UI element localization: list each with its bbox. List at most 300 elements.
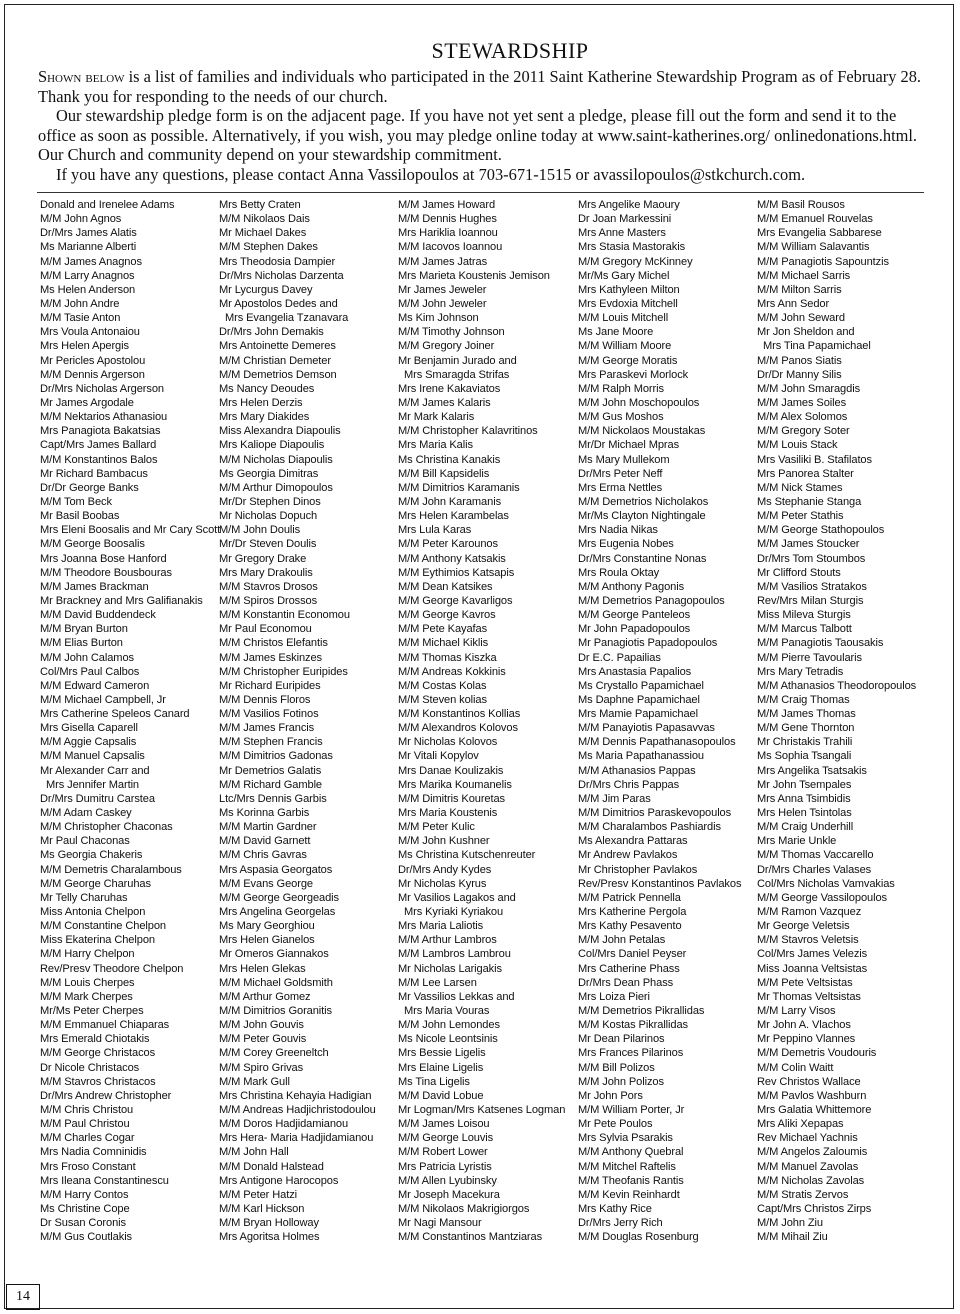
- donor-name: M/M John Gouvis: [219, 1019, 304, 1032]
- donor-name: M/M Emanuel Rouvelas: [757, 213, 873, 226]
- donor-name: Mrs Helen Derzis: [219, 396, 303, 409]
- donor-name: M/M Manuel Capsalis: [40, 750, 145, 763]
- donor-name: Col/Mrs Daniel Peyser: [578, 948, 687, 961]
- donor-name: Dr/Mrs Dean Phass: [578, 976, 674, 989]
- donor-name: M/M John Moschopoulos: [578, 396, 700, 409]
- donor-name: Ms Sophia Tsangali: [757, 750, 852, 763]
- donor-name: Mr Brackney and Mrs Galifianakis: [40, 594, 203, 607]
- donor-name: M/M John Calamos: [40, 651, 134, 664]
- donor-name: Ms Marianne Alberti: [40, 241, 137, 254]
- donor-name: Mrs Irene Kakaviatos: [398, 382, 501, 395]
- donor-name: Mr Lycurgus Davey: [219, 283, 313, 296]
- donor-name: Ms Christine Cope: [40, 1202, 130, 1215]
- donor-name: M/M Craig Underhill: [757, 821, 854, 834]
- donor-name: Mrs Nadia Nikas: [578, 524, 658, 537]
- donor-name: Mr Joseph Macekura: [398, 1188, 500, 1201]
- donor-name: M/M David Buddendeck: [40, 609, 156, 622]
- donor-name: M/M Peter Stathis: [757, 510, 844, 523]
- donor-name: Mrs Helen Apergis: [40, 340, 129, 353]
- donor-name: M/M Ramon Vazquez: [757, 906, 862, 919]
- donor-name: M/M George Louvis: [398, 1132, 494, 1145]
- donor-name: Mrs Aspasia Georgatos: [219, 863, 333, 876]
- donor-name: Mrs Danae Koulizakis: [398, 764, 504, 777]
- donor-name: Mrs Maria Vouras: [398, 1005, 490, 1018]
- donor-name: M/M Gregory McKinney: [578, 255, 693, 268]
- intro-text: [38, 67, 922, 185]
- donor-name: Mrs Antoinette Demeres: [219, 340, 336, 353]
- donor-name: M/M Pete Veltsistas: [757, 976, 853, 989]
- donor-name: Rev Michael Yachnis: [757, 1132, 858, 1145]
- donor-name: Mr Paul Chaconas: [40, 835, 130, 848]
- donor-name: Mr Nicholas Kyrus: [398, 877, 487, 890]
- donor-name: Ms Christina Kutschenreuter: [398, 849, 536, 862]
- donor-name: Mrs Patricia Lyristis: [398, 1160, 492, 1173]
- donor-name: Ms Georgia Dimitras: [219, 467, 319, 480]
- donor-name: M/M William Moore: [578, 340, 672, 353]
- donor-name: M/M George Panteleos: [578, 609, 691, 622]
- donor-name: Dr/Mrs Andrew Christopher: [40, 1089, 172, 1102]
- donor-name: Mrs Lula Karas: [398, 524, 472, 537]
- donor-name: Mrs Sylvia Psarakis: [578, 1132, 673, 1145]
- donor-name: M/M Lee Larsen: [398, 976, 477, 989]
- donor-name: Mrs Tina Papamichael: [757, 340, 871, 353]
- donor-name: Ms Korinna Garbis: [219, 807, 310, 820]
- donor-name: M/M Demetrios Panagopoulos: [578, 594, 725, 607]
- donor-name: M/M Evans George: [219, 877, 313, 890]
- donor-name: Mrs Antigone Harocopos: [219, 1174, 339, 1187]
- donor-name: M/M Milton Sarris: [757, 283, 842, 296]
- donor-name: Mrs Eleni Boosalis and Mr Cary Scott: [40, 524, 221, 537]
- donor-name: M/M John Lemondes: [398, 1019, 500, 1032]
- donor-name: M/M Louis Stack: [757, 439, 838, 452]
- donor-name: M/M Pete Kayafas: [398, 623, 488, 636]
- donor-name: Mrs Smaragda Strifas: [398, 368, 510, 381]
- donor-name: M/M James Anagnos: [40, 255, 142, 268]
- donor-name: Mr Gregory Drake: [219, 552, 307, 565]
- donor-name: M/M Peter Hatzi: [219, 1188, 298, 1201]
- donor-name: Mr Pete Poulos: [578, 1118, 653, 1131]
- donor-name: M/M Harry Contos: [40, 1188, 129, 1201]
- donor-name: M/M Stratis Zervos: [757, 1188, 849, 1201]
- donor-name: M/M George Kavros: [398, 609, 496, 622]
- donor-name: M/M Gregory Joiner: [398, 340, 495, 353]
- donor-name: M/M John Karamanis: [398, 495, 502, 508]
- donor-name: M/M James Jatras: [398, 255, 488, 268]
- donor-name: Mr Vassilios Lekkas and: [398, 990, 515, 1003]
- donor-name: Mr Andrew Pavlakos: [578, 849, 678, 862]
- donor-name: M/M David Garnett: [219, 835, 311, 848]
- donor-column-5: [757, 198, 916, 1244]
- donor-name: M/M George Vassilopoulos: [757, 891, 887, 904]
- donor-name: Miss Mileva Sturgis: [757, 609, 851, 622]
- donor-name: M/M Elias Burton: [40, 637, 123, 650]
- donor-name: Mr George Veletsis: [757, 920, 850, 933]
- donor-name: M/M William Salavantis: [757, 241, 870, 254]
- donor-name: Mrs Catherine Speleos Canard: [40, 708, 190, 721]
- donor-name: M/M Mitchel Raftelis: [578, 1160, 676, 1173]
- donor-name: M/M Christopher Chaconas: [40, 821, 173, 834]
- donor-name: Mrs Ann Sedor: [757, 297, 830, 310]
- donor-name: Mr Vasilios Lagakos and: [398, 891, 516, 904]
- donor-name: Ms Helen Anderson: [40, 283, 136, 296]
- donor-name: M/M Dimitrios Goranitis: [219, 1005, 332, 1018]
- donor-name: Mrs Erma Nettles: [578, 481, 663, 494]
- donor-name: Mr James Argodale: [40, 396, 134, 409]
- donor-name: Dr/Mrs John Demakis: [219, 326, 324, 339]
- donor-name: Mr Logman/Mrs Katsenes Logman: [398, 1104, 566, 1116]
- donor-name: M/M Dennis Argerson: [40, 368, 145, 381]
- donor-name: Mr Telly Charuhas: [40, 891, 128, 904]
- donor-name: M/M Alexandros Kolovos: [398, 722, 518, 735]
- donor-name: Mrs Mamie Papamichael: [578, 708, 698, 721]
- donor-name: M/M Vasilios Stratakos: [757, 580, 867, 593]
- donor-name: M/M Thomas Kiszka: [398, 651, 497, 664]
- donor-name: M/M James Howard: [398, 199, 496, 211]
- donor-name: Ltc/Mrs Dennis Garbis: [219, 792, 327, 805]
- donor-name: Mr Nicholas Dopuch: [219, 510, 318, 523]
- donor-name: M/M Nicholas Diapoulis: [219, 453, 333, 466]
- donor-name: M/M Marcus Talbott: [757, 623, 852, 636]
- donor-name: Mrs Voula Antonaiou: [40, 326, 140, 339]
- donor-name: M/M Colin Waitt: [757, 1061, 834, 1074]
- donor-name: M/M John Seward: [757, 312, 845, 325]
- donor-name: Mr Vitali Kopylov: [398, 750, 479, 763]
- donor-name: M/M Gregory Soter: [757, 425, 850, 438]
- donor-name: Mr Apostolos Dedes and: [219, 297, 338, 310]
- donor-name: Mrs Mary Drakoulis: [219, 566, 313, 579]
- donor-name: Rev/Presv Konstantinos Pavlakos: [578, 877, 742, 890]
- donor-name: Dr/Mrs Constantine Nonas: [578, 552, 707, 565]
- donor-name: Mr Michael Dakes: [219, 227, 307, 240]
- donor-name: Mrs Nadia Comninidis: [40, 1146, 147, 1159]
- donor-name: Mr John Papadopoulos: [578, 623, 691, 636]
- donor-name: Mrs Hera- Maria Hadjidamianou: [219, 1132, 374, 1145]
- donor-name: M/M Stephen Francis: [219, 736, 323, 749]
- donor-name: Mr Peppino Vlannes: [757, 1033, 856, 1046]
- donor-name: Mrs Katherine Pergola: [578, 906, 687, 919]
- donor-name: M/M Michael Goldsmith: [219, 976, 333, 989]
- page-title: STEWARDSHIP: [431, 38, 589, 63]
- donor-name: M/M Nick Stames: [757, 481, 843, 494]
- donor-name: M/M Donald Halstead: [219, 1160, 324, 1173]
- donor-column-1: [40, 198, 220, 1244]
- donor-name: M/M Bryan Holloway: [219, 1217, 319, 1230]
- header-divider: [37, 192, 924, 193]
- donor-name: Mrs Kathy Pesavento: [578, 920, 682, 933]
- donor-name: M/M Allen Lyubinsky: [398, 1174, 497, 1187]
- donor-name: M/M Adam Caskey: [40, 807, 132, 820]
- donor-name: M/M John Jeweler: [398, 297, 487, 310]
- donor-name: M/M Stephen Dakes: [219, 241, 318, 254]
- donor-name: Miss Antonia Chelpon: [40, 906, 146, 919]
- donor-name: Mrs Ileana Constantinescu: [40, 1174, 169, 1187]
- donor-name: M/M Aggie Capsalis: [40, 736, 137, 749]
- donor-name: Mr Paul Economou: [219, 623, 312, 636]
- donor-name: Mr Benjamin Jurado and: [398, 354, 517, 367]
- donor-name: Dr/Mrs Chris Pappas: [578, 778, 680, 791]
- donor-column-4: [578, 198, 741, 1244]
- donor-name: Mr Christopher Pavlakos: [578, 863, 698, 876]
- intro-lead: Shown below: [38, 67, 125, 86]
- donor-name: Capt/Mrs Christos Zirps: [757, 1202, 872, 1215]
- intro-paragraph-1-text: is a list of families and individuals who participated in the 2011 Saint Katherine Stewardship Program as of February 28. Thank you for responding to the needs of our church.: [38, 67, 921, 106]
- donor-name: M/M Thomas Vaccarello: [757, 849, 874, 862]
- donor-name: M/M Ralph Morris: [578, 382, 664, 395]
- donor-name: M/M Doros Hadjidamianou: [219, 1118, 349, 1131]
- donor-name: Mrs Eugenia Nobes: [578, 538, 674, 551]
- donor-name: Capt/Mrs James Ballard: [40, 439, 157, 452]
- donor-name: Mr Nicholas Kolovos: [398, 736, 498, 749]
- donor-name: M/M Iacovos Ioannou: [398, 241, 503, 254]
- donor-name: M/M Eythimios Katsapis: [398, 566, 515, 579]
- donor-name: M/M Nickolaos Moustakas: [578, 425, 706, 438]
- donor-name: M/M Demetrios Demson: [219, 368, 337, 381]
- donor-name: M/M John Smaragdis: [757, 382, 861, 395]
- donor-name: Mr Clifford Stouts: [757, 566, 841, 579]
- donor-name: M/M Anthony Katsakis: [398, 552, 506, 565]
- donor-name: M/M William Porter, Jr: [578, 1104, 685, 1116]
- donor-name: Dr Susan Coronis: [40, 1217, 126, 1230]
- donor-name: Mrs Galatia Whittemore: [757, 1104, 872, 1116]
- donor-name: Mrs Marika Koumanelis: [398, 778, 512, 791]
- donor-name: M/M Richard Gamble: [219, 778, 323, 791]
- donor-name: M/M George Charuhas: [40, 877, 151, 890]
- donor-name: Mrs Roula Oktay: [578, 566, 660, 579]
- donor-name: Mrs Helen Glekas: [219, 962, 306, 975]
- donor-name: Ms Daphne Papamichael: [578, 693, 700, 706]
- donor-name: M/M Peter Karounos: [398, 538, 498, 551]
- donor-name: Ms Tina Ligelis: [398, 1075, 470, 1088]
- donor-name: M/M Kevin Reinhardt: [578, 1188, 680, 1201]
- donor-name: M/M Edward Cameron: [40, 679, 150, 692]
- donor-name: M/M Bryan Burton: [40, 623, 128, 636]
- donor-name: M/M John Kushner: [398, 835, 490, 848]
- donor-name: Miss Ekaterina Chelpon: [40, 934, 155, 947]
- donor-name: M/M Peter Gouvis: [219, 1033, 307, 1046]
- donor-name: Col/Mrs Nicholas Vamvakias: [757, 877, 895, 890]
- donor-name: Ms Georgia Chakeris: [40, 849, 143, 862]
- donor-name: M/M Spiro Grivas: [219, 1061, 304, 1074]
- donor-name: M/M Christian Demeter: [219, 354, 331, 367]
- donor-name: Mrs Kathy Rice: [578, 1202, 652, 1215]
- donor-name: Dr/Mrs Charles Valases: [757, 863, 872, 876]
- donor-name: M/M Peter Kulic: [398, 821, 475, 834]
- donor-name: M/M Alex Solomos: [757, 411, 848, 424]
- donor-name: M/M Panagiotis Taousakis: [757, 637, 884, 650]
- donor-name: M/M Tom Beck: [40, 495, 112, 508]
- donor-name: M/M Mihail Ziu: [757, 1231, 828, 1244]
- page-number: 14: [6, 1284, 40, 1310]
- donor-name: M/M Konstantinos Kollias: [398, 708, 521, 721]
- donor-name: M/M Dennis Hughes: [398, 213, 497, 226]
- donor-name: Mrs Theodosia Dampier: [219, 255, 336, 268]
- donor-name: M/M Harry Chelpon: [40, 948, 135, 961]
- donor-name: Mrs Catherine Phass: [578, 962, 680, 975]
- donor-name: M/M Jim Paras: [578, 792, 651, 805]
- donor-name: Mr Christakis Trahili: [757, 736, 853, 749]
- donor-name: Mrs Elaine Ligelis: [398, 1061, 484, 1074]
- donor-name: Mrs Marie Unkle: [757, 835, 837, 848]
- donor-name: Dr/Mrs Nicholas Argerson: [40, 382, 164, 395]
- donor-name: M/M Kostas Pikrallidas: [578, 1019, 688, 1032]
- donor-name: M/M Panagiotis Sapountzis: [757, 255, 889, 268]
- donor-name: M/M Angelos Zaloumis: [757, 1146, 868, 1159]
- donor-name: M/M Michael Campbell, Jr: [40, 693, 166, 706]
- donor-name: Mrs Maria Koustenis: [398, 807, 498, 820]
- donor-name: Mrs Bessie Ligelis: [398, 1047, 486, 1060]
- donor-name: M/M Andreas Hadjichristodoulou: [219, 1104, 376, 1116]
- donor-name: M/M Karl Hickson: [219, 1202, 305, 1215]
- donor-name: Mr/Ms Peter Cherpes: [40, 1005, 144, 1018]
- donor-name: M/M Paul Christou: [40, 1118, 130, 1131]
- donor-name: Mrs Anna Tsimbidis: [757, 792, 851, 805]
- donor-name: Mrs Joanna Bose Hanford: [40, 552, 167, 565]
- donor-name: Mr Jon Sheldon and: [757, 326, 855, 339]
- donor-name: M/M George Stathopoulos: [757, 524, 885, 537]
- donor-name: Mrs Anne Masters: [578, 227, 666, 240]
- donor-name: M/M Mark Cherpes: [40, 990, 133, 1003]
- donor-name: M/M Louis Mitchell: [578, 312, 669, 325]
- donor-name: M/M Demetris Charalambous: [40, 863, 182, 876]
- donor-name: M/M Gus Coutlakis: [40, 1231, 133, 1244]
- donor-name: M/M Nikolaos Makrigiorgos: [398, 1202, 530, 1215]
- donor-name: M/M Vasilios Fotinos: [219, 708, 319, 721]
- donor-name: Mrs Jennifer Martin: [40, 778, 140, 791]
- donor-name: M/M James Soiles: [757, 396, 847, 409]
- donor-name: M/M Basil Rousos: [757, 199, 845, 211]
- donor-name: M/M Charalambos Pashiardis: [578, 821, 721, 834]
- donor-name: Ms Kim Johnson: [398, 312, 479, 325]
- donor-name: M/M James Kalaris: [398, 396, 491, 409]
- donor-name: M/M Pierre Tavoularis: [757, 651, 862, 664]
- donor-name: Mrs Helen Gianelos: [219, 934, 315, 947]
- donor-name: Mrs Kathyleen Milton: [578, 283, 680, 296]
- donor-name: Mrs Christina Kehayia Hadigian: [219, 1089, 372, 1102]
- donor-name: M/M Gus Moshos: [578, 411, 664, 424]
- donor-column-3: [398, 198, 565, 1244]
- donor-name: M/M Chris Christou: [40, 1104, 134, 1116]
- donor-name: M/M Christos Elefantis: [219, 637, 328, 650]
- donor-name: Ms Stephanie Stanga: [757, 495, 862, 508]
- donor-name: M/M Dennis Papathanasopoulos: [578, 736, 736, 749]
- donor-name: M/M Tasie Anton: [40, 312, 121, 325]
- donor-name: Mrs Stasia Mastorakis: [578, 241, 686, 254]
- donor-name: Miss Alexandra Diapoulis: [219, 425, 341, 438]
- donor-name: Mrs Froso Constant: [40, 1160, 136, 1173]
- donor-name: Mr/Dr Stephen Dinos: [219, 495, 321, 508]
- donor-name: M/M Timothy Johnson: [398, 326, 505, 339]
- donor-name: Donald and Irenelee Adams: [40, 199, 175, 211]
- donor-name: Dr Joan Markessini: [578, 213, 672, 226]
- donor-name: M/M Theofanis Rantis: [578, 1174, 684, 1187]
- intro-paragraph-1: [38, 67, 922, 106]
- donor-name: Ms Jane Moore: [578, 326, 654, 339]
- donor-name: M/M Michael Sarris: [757, 269, 851, 282]
- donor-name: Dr/Mrs Andy Kydes: [398, 863, 492, 876]
- donor-name: Mrs Kyriaki Kyriakou: [398, 906, 504, 919]
- donor-name: M/M Larry Visos: [757, 1005, 836, 1018]
- donor-name: Miss Joanna Veltsistas: [757, 962, 868, 975]
- donor-name: Mr/Dr Michael Mpras: [578, 439, 680, 452]
- donor-name: Mr Omeros Giannakos: [219, 948, 329, 961]
- donor-name: M/M Craig Thomas: [757, 693, 850, 706]
- donor-name: M/M Manuel Zavolas: [757, 1160, 859, 1173]
- donor-name: M/M John Andre: [40, 297, 120, 310]
- donor-name: M/M John Petalas: [578, 934, 666, 947]
- donor-name: M/M Stavros Veletsis: [757, 934, 859, 947]
- donor-name: M/M Bill Kapsidelis: [398, 467, 490, 480]
- donor-name: M/M Constantinos Mantziaras: [398, 1231, 543, 1244]
- donor-name: Mrs Mary Diakides: [219, 411, 310, 424]
- donor-name: M/M George Boosalis: [40, 538, 145, 551]
- donor-name: Mr James Jeweler: [398, 283, 487, 296]
- donor-name: Mr John Tsempales: [757, 778, 852, 791]
- donor-name: M/M Nikolaos Dais: [219, 213, 310, 226]
- donor-name: M/M Chris Gavras: [219, 849, 307, 862]
- donor-name: M/M George Moratis: [578, 354, 678, 367]
- donor-name: Mrs Gisella Caparell: [40, 722, 138, 735]
- donor-name: Mr Pericles Apostolou: [40, 354, 146, 367]
- donor-name: Dr/Mrs James Alatis: [40, 227, 137, 240]
- donor-name: Mrs Angelina Georgelas: [219, 906, 336, 919]
- donor-name: Dr/Dr George Banks: [40, 481, 139, 494]
- donor-name: Mrs Angelike Maoury: [578, 199, 680, 211]
- donor-name: Ms Maria Papathanassiou: [578, 750, 704, 763]
- donor-name: Mrs Evangelia Sabbarese: [757, 227, 882, 240]
- donor-name: M/M Bill Polizos: [578, 1061, 655, 1074]
- donor-name: M/M Anthony Quebral: [578, 1146, 684, 1159]
- donor-name: M/M Pavlos Washburn: [757, 1089, 867, 1102]
- donor-name: M/M Nicholas Zavolas: [757, 1174, 865, 1187]
- donor-name: Mrs Paraskevi Morlock: [578, 368, 689, 381]
- donor-name: Dr/Mrs Nicholas Darzenta: [219, 269, 344, 282]
- donor-name: M/M James Eskinzes: [219, 651, 322, 664]
- donor-name: M/M John Hall: [219, 1146, 289, 1159]
- donor-name: Mrs Loiza Pieri: [578, 990, 650, 1003]
- donor-name: M/M Demetrios Nicholakos: [578, 495, 709, 508]
- donor-name: M/M James Stoucker: [757, 538, 860, 551]
- donor-name: Mr Thomas Veltsistas: [757, 990, 861, 1003]
- donor-name: Mr John Pors: [578, 1089, 643, 1102]
- donor-name: M/M Steven kolias: [398, 693, 487, 706]
- donor-name: Dr/Mrs Peter Neff: [578, 467, 663, 480]
- donor-name: M/M David Lobue: [398, 1089, 484, 1102]
- donor-name: M/M Michael Kiklis: [398, 637, 489, 650]
- donor-name: M/M Dimitrios Gadonas: [219, 750, 333, 763]
- donor-name: Mr Richard Euripides: [219, 679, 321, 692]
- donor-name: Col/Mrs James Velezis: [757, 948, 868, 961]
- donor-name: M/M Mark Gull: [219, 1075, 290, 1088]
- donor-name: M/M John Ziu: [757, 1217, 823, 1230]
- donor-name: Dr E.C. Papailias: [578, 651, 661, 664]
- donor-name: Ms Nancy Deoudes: [219, 382, 315, 395]
- donor-name: M/M Corey Greeneltch: [219, 1047, 329, 1060]
- donor-name: Mrs Agoritsa Holmes: [219, 1231, 320, 1244]
- donor-name: Mrs Panorea Stalter: [757, 467, 854, 480]
- donor-name: Rev/Presv Theodore Chelpon: [40, 962, 184, 975]
- donor-name: Mrs Emerald Chiotakis: [40, 1033, 150, 1046]
- donor-name: Mrs Aliki Xepapas: [757, 1118, 844, 1131]
- donor-name: M/M James Francis: [219, 722, 315, 735]
- donor-name: M/M James Thomas: [757, 708, 856, 721]
- donor-name: Col/Mrs Paul Calbos: [40, 665, 140, 678]
- donor-name: M/M Martin Gardner: [219, 821, 317, 834]
- donor-name: Ms Christina Kanakis: [398, 453, 501, 466]
- donor-name: M/M James Brackman: [40, 580, 149, 593]
- donor-name: Mrs Angelika Tsatsakis: [757, 764, 867, 777]
- donor-name: Dr/Mrs Tom Stoumbos: [757, 552, 866, 565]
- donor-name: M/M Arthur Lambros: [398, 934, 497, 947]
